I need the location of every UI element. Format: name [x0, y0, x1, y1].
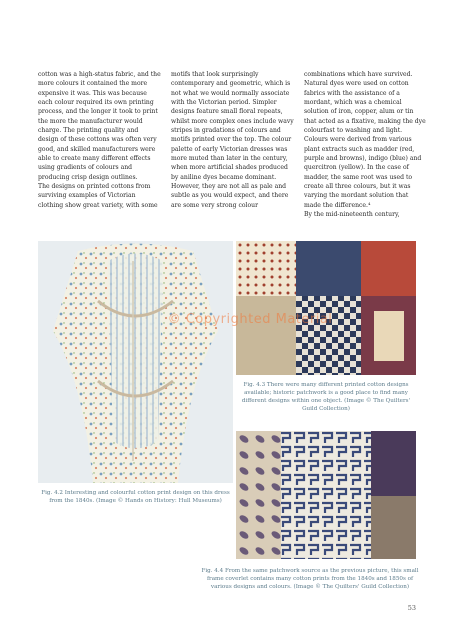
patchwork-photo-2: [236, 431, 416, 559]
figure-caption: Fig. 4.4 From the same patchwork source as the previous picture, this small frame coverlet contains many cotton prints from the 1840s and 1850s of various designs and colours. (Image © The Quilters' Guild Collection): [201, 568, 419, 590]
patchwork-photo-1: [236, 241, 416, 375]
body-text: cotton was a high-status fabric, and the more colours it contained the more expensive it was. This was because each colour required its own printing process, and the longer it took to print the more the manufacturer would charge. The printing quality and design of these cottons was often very good, and skilled manufacturers were able to create many different effects using gradients of colours and producing crisp design outlines. The designs on printed cottons from surviving examples of Victorian clothing show great variety, with some: [38, 71, 161, 209]
text-column-1: [38, 70, 163, 210]
patchwork-illustration-1: [236, 241, 416, 375]
watermark: © Copyrighted Material: [167, 312, 333, 327]
text-column-3: [304, 70, 426, 220]
dress-photo: [38, 241, 233, 483]
text-column-2: [171, 70, 296, 210]
body-text: motifs that look surprisingly contemporary and geometric, which is not what we would normally associate with the Victorian period. Simpler designs feature small floral repeats, whilst more complex ones include wavy stripes in gradations of colours and motifs printed over the top. The colour palette of early Victorian dresses was more muted than later in the century, when more artificial shades produced by aniline dyes became dominant. However, they are not all as pale and subtle as you would expect, and there are some very strong colour: [171, 71, 294, 209]
page-number: 53: [407, 604, 416, 612]
dress-illustration: [38, 241, 233, 483]
figure-caption: Fig. 4.3 There were many different printed cotton designs available; historic patchwork is a good place to find many different designs within one object. (Image © The Quilters' Guild Collection): [241, 382, 411, 412]
body-text: combinations which have survived. Natural dyes were used on cotton fabrics with the assistance of a mordant, which was a chemical solution of iron, copper, alum or tin that acted as a fixative, making the dye colourfast to washing and light. Colours were derived from various plant extracts such as madder (red, purple and browns), indigo (blue) and quercitron (yellow). In the case of madder, the same root was used to create all three colours, but it was varying the mordant solution that made the difference.⁴ By the mid-nineteenth century,: [304, 71, 426, 219]
figure-caption: Fig. 4.2 Interesting and colourful cotton print design on this dress from the 1840s. (Image © Hands on History: Hull Museums): [41, 490, 230, 504]
patchwork-illustration-2: [236, 431, 416, 559]
